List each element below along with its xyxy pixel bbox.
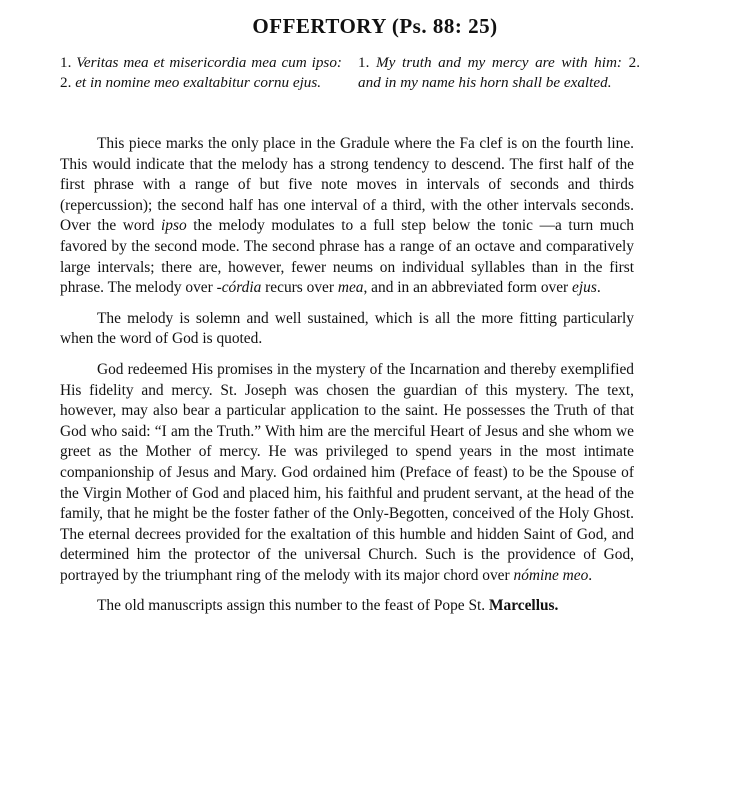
psalm-reference: (Ps. 88: 25) <box>391 14 498 38</box>
latin-column <box>60 53 342 93</box>
p3-text-b: . <box>588 566 593 584</box>
latin-verse-number-1: 1. <box>60 54 72 71</box>
p3-text-a: God redeemed His promises in the mystery of the Incarnation and thereby exemplified His fidelity and mercy. St. Joseph was chosen the guardian of this mystery. The text, however, may also bear a particular application to the saint. He possesses the Truth of that God who said: “I am the Truth.” With him are the merciful Heart of Jesus and she whom we greet as the Mother of mercy. He was privileged to spend years in the most intimate companionship of Jesus and Mary. God ordained him (Preface of feast) to be the Spouse of the Virgin Mother of God and placed him, his faithful and prudent servant, at the head of the family, that he might be the foster father of the Only-Begotten, conceived of the Holy Ghost. The eternal decrees provided for the exaltation of this humble and hidden Saint of God, and determined him the protector of the universal Church. Such is the providence of God, portrayed by the triumphant ring of the melody with its major chord over <box>60 360 634 584</box>
section-title <box>0 14 750 39</box>
english-verse-2: and in my name his horn shall be exalted. <box>358 74 612 91</box>
p4-text-a: The old manuscripts assign this number to the feast of Pope St. <box>97 597 489 615</box>
latin-verse-1: Veritas mea et misericordia mea cum ipso: <box>76 54 342 71</box>
p1-text-b: the melody modulates to a full step below the tonic —a turn much favored by the second mode. The second phrase has a range of an octave and comparatively large intervals; there are, however, fewer neums on individual syllables than in the first phrase. The melody over <box>60 217 635 297</box>
p1-word-ejus: ejus <box>572 279 597 297</box>
paragraph-2: The melody is solemn and well sustained, which is all the more fitting particularly when the word of God is quoted. <box>60 309 634 348</box>
p1-text-c: recurs over <box>261 279 338 297</box>
english-verse-number-1: 1. <box>358 54 370 71</box>
p1-text-a: This piece marks the only place in the Gradule where the Fa clef is on the fourth line. This would indicate that the melody has a strong tendency to descend. The first half of the first phrase with a range of but five note moves in intervals of seconds and thirds (repercussion); the second half has one interval of a third, with the other intervals seconds. Over the word <box>60 135 634 235</box>
chant-text-columns <box>60 53 640 93</box>
latin-verse-2: et in nomine meo exaltabitur cornu ejus. <box>75 74 322 91</box>
p1-text-e: . <box>596 279 601 297</box>
p1-text-d: , and in an abbreviated form over <box>363 279 573 297</box>
latin-verse-number-2: 2. <box>60 74 72 91</box>
paragraph-1 <box>60 134 634 299</box>
english-verse-number-2: 2. <box>628 54 641 71</box>
p4-word-marcellus: Marcellus. <box>488 597 559 615</box>
paragraph-3 <box>60 360 634 587</box>
p1-word-ipso: ipso <box>161 217 187 235</box>
paragraph-4 <box>60 596 634 617</box>
commentary <box>60 134 634 617</box>
english-verse-1: My truth and my mercy are with him: <box>376 54 622 71</box>
p3-words-nomine-meo: nómine meo <box>513 566 589 584</box>
english-column <box>358 53 640 93</box>
p1-word-mea: mea <box>337 279 364 297</box>
title-text: OFFERTORY <box>252 14 387 38</box>
p1-word-cordia: -córdia <box>216 279 262 297</box>
